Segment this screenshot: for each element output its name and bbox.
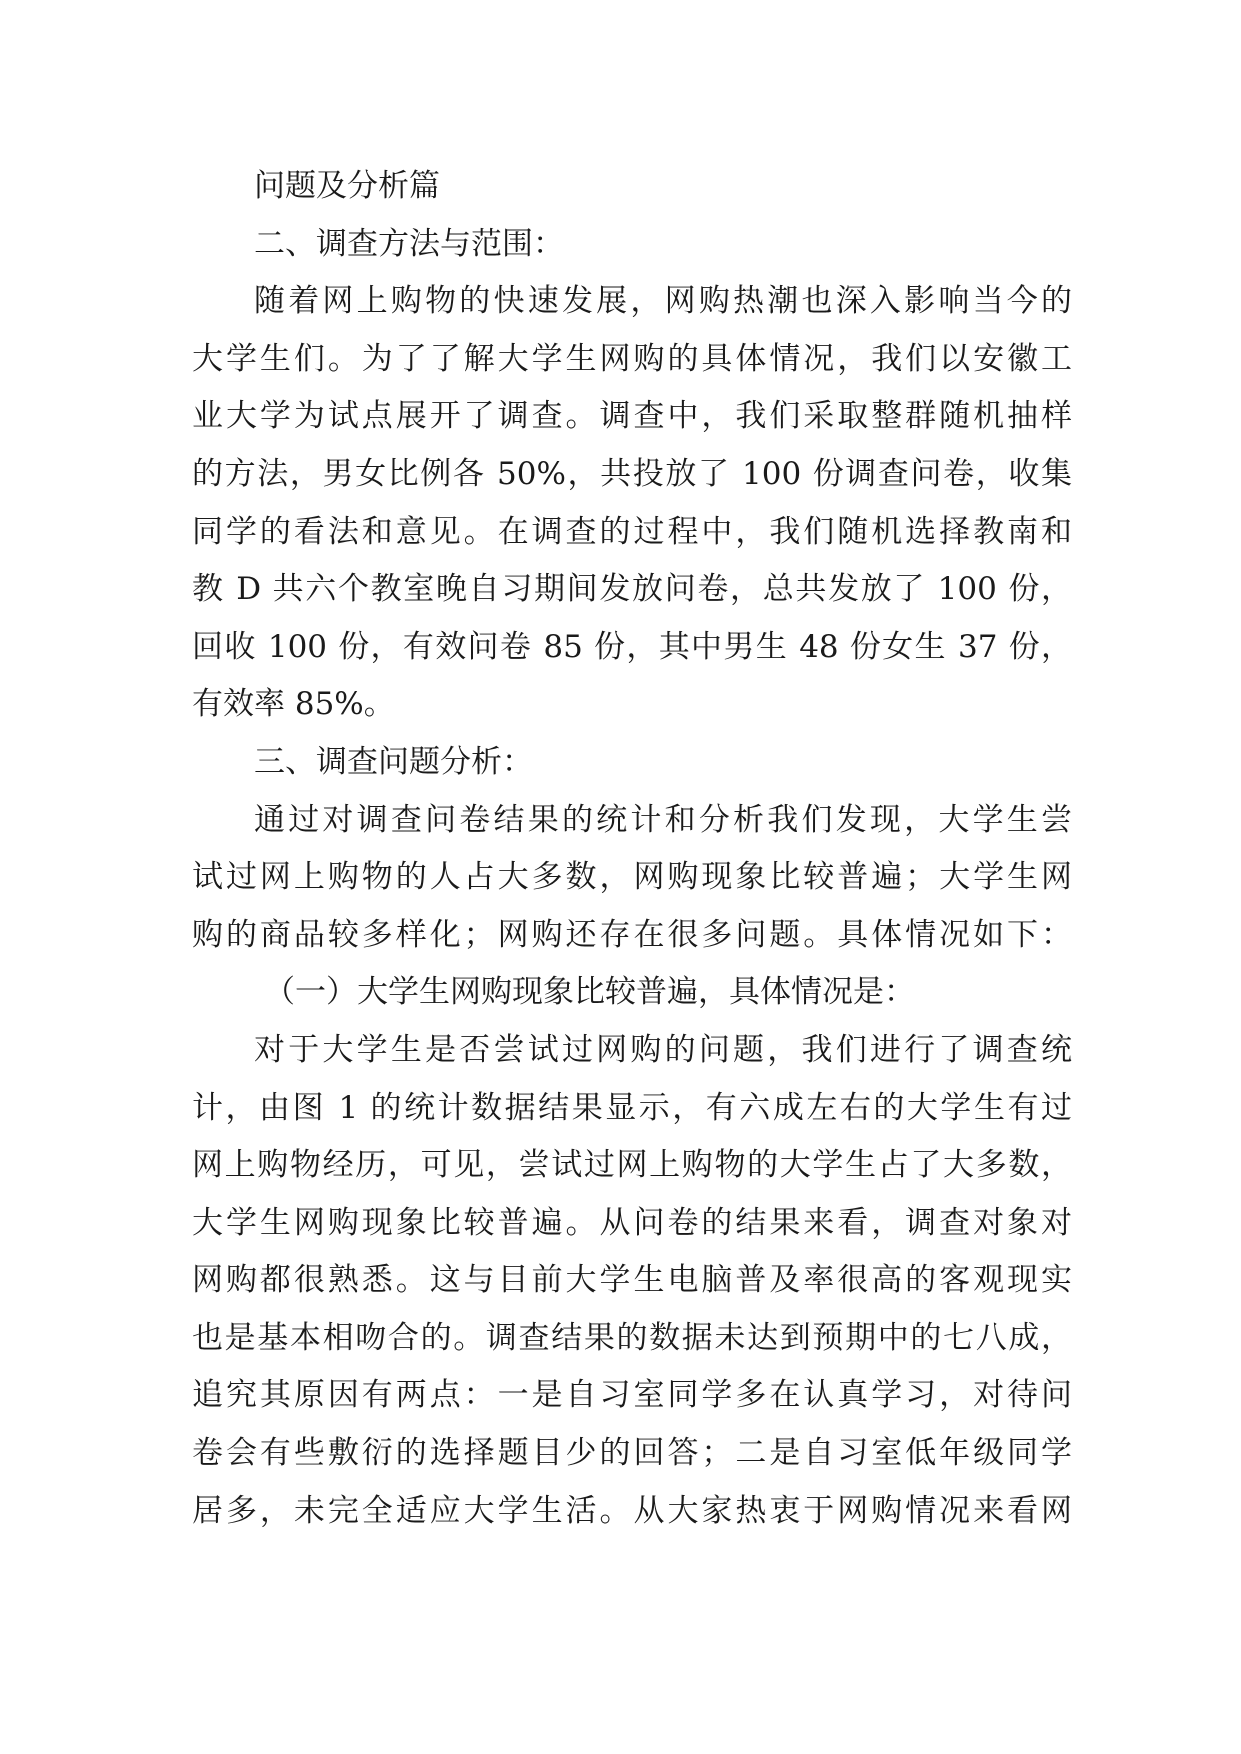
document-body — [192, 158, 1072, 1540]
subsection-1-line: 网购都很熟悉。这与目前大学生电脑普及率很高的客观现实 — [192, 1262, 1072, 1299]
subsection-1-title: （一）大学生网购现象比较普遍，具体情况是： — [264, 974, 915, 1011]
subsection-1-line: 也是基本相吻合的。调查结果的数据未达到预期中的七八成， — [192, 1319, 1072, 1356]
section-2-line: 有效率 85%。 — [192, 686, 395, 723]
subsection-1-line: 大学生网购现象比较普遍。从问卷的结果来看，调查对象对 — [192, 1204, 1072, 1241]
section-2-line: 业大学为试点展开了调查。调查中，我们采取整群随机抽样 — [192, 398, 1072, 435]
section-3-line: 试过网上购物的人占大多数，网购现象比较普遍；大学生网 — [192, 859, 1072, 896]
subsection-1-line: 追究其原因有两点：一是自习室同学多在认真学习，对待问 — [192, 1377, 1072, 1414]
section-2-line: 回收 100 份，有效问卷 85 份，其中男生 48 份女生 37 份， — [192, 628, 1072, 665]
subsection-1-line: 居多，未完全适应大学生活。从大家热衷于网购情况来看网 — [192, 1492, 1072, 1529]
section-3-line: 购的商品较多样化；网购还存在很多问题。具体情况如下： — [192, 916, 1072, 953]
subsection-1-line: 卷会有些敷衍的选择题目少的回答；二是自习室低年级同学 — [192, 1435, 1072, 1472]
section-2-title: 二、调查方法与范围： — [254, 225, 564, 262]
section-2-line: 随着网上购物的快速发展，网购热潮也深入影响当今的 — [254, 283, 1072, 320]
section-3-title: 三、调查问题分析： — [254, 743, 533, 780]
section-2-line: 大学生们。为了了解大学生网购的具体情况，我们以安徽工 — [192, 340, 1072, 377]
section-2-line: 同学的看法和意见。在调查的过程中，我们随机选择教南和 — [192, 513, 1072, 550]
subsection-1-line: 对于大学生是否尝试过网购的问题，我们进行了调查统 — [254, 1031, 1072, 1068]
subsection-1-line: 计，由图 1 的统计数据结果显示，有六成左右的大学生有过 — [192, 1089, 1072, 1126]
subsection-1-line: 网上购物经历，可见，尝试过网上购物的大学生占了大多数， — [192, 1147, 1072, 1184]
section-2-line: 的方法，男女比例各 50%，共投放了 100 份调查问卷，收集 — [192, 455, 1072, 492]
section-3-line: 通过对调查问卷结果的统计和分析我们发现，大学生尝 — [254, 801, 1072, 838]
section-2-line: 教 D 共六个教室晚自习期间发放问卷，总共发放了 100 份， — [192, 571, 1072, 608]
document-heading: 问题及分析篇 — [254, 168, 440, 204]
